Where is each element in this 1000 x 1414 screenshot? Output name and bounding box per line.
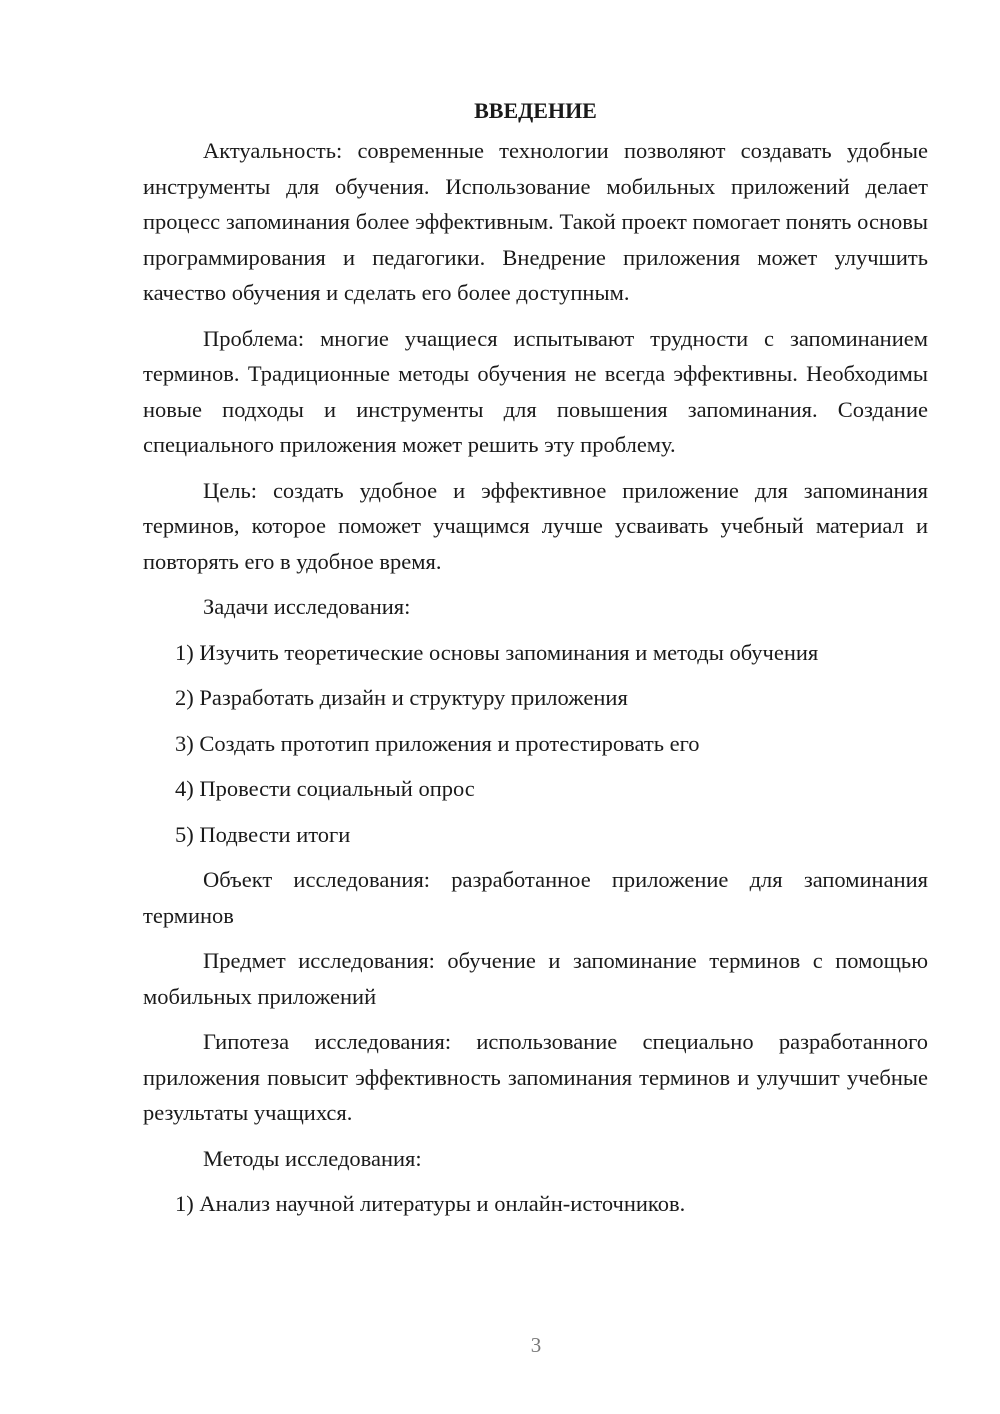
paragraph-object: Объект исследования: разработанное приложение для запоминания терминов xyxy=(143,867,928,928)
task-item-5: 5) Подвести итоги xyxy=(175,821,351,847)
paragraph-tasks-heading: Задачи исследования: xyxy=(203,594,411,619)
paragraph-relevance: Актуальность: современные технологии позволяют создавать удобные инструменты для обучения. Использование мобильных приложений делает процесс запоминания более эффективным. Такой проект помогает понять основы программирования и педагогики. Внедрение приложения может улучшить качество обучения и сделать его более доступным. xyxy=(143,138,928,305)
paragraph-methods-heading: Методы исследования: xyxy=(203,1145,422,1171)
page-content xyxy=(143,95,928,1232)
method-item-1: 1) Анализ научной литературы и онлайн-источников. xyxy=(175,1191,686,1216)
section-title: ВВЕДЕНИЕ xyxy=(474,98,597,123)
paragraph-subject: Предмет исследования: обучение и запоминание терминов с помощью мобильных приложений xyxy=(143,948,928,1009)
task-item-2: 2) Разработать дизайн и структуру приложения xyxy=(175,685,628,710)
task-item-4: 4) Провести социальный опрос xyxy=(175,776,475,801)
paragraph-goal: Цель: создать удобное и эффективное приложение для запоминания терминов, которое поможет учащимся лучше усваивать учебный материал и повторять его в удобное время. xyxy=(143,477,928,574)
task-item-1: 1) Изучить теоретические основы запоминания и методы обучения xyxy=(175,639,819,665)
page-number: 3 xyxy=(530,1333,542,1357)
task-item-3: 3) Создать прототип приложения и протестировать его xyxy=(175,730,700,756)
paragraph-hypothesis: Гипотеза исследования: использование специально разработанного приложения повысит эффективность запоминания терминов и улучшит учебные результаты учащихся. xyxy=(143,1029,928,1125)
paragraph-problem: Проблема: многие учащиеся испытывают трудности с запоминанием терминов. Традиционные методы обучения не всегда эффективны. Необходимы новые подходы и инструменты для повышения запоминания. Создание специального приложения может решить эту проблему. xyxy=(143,325,928,457)
